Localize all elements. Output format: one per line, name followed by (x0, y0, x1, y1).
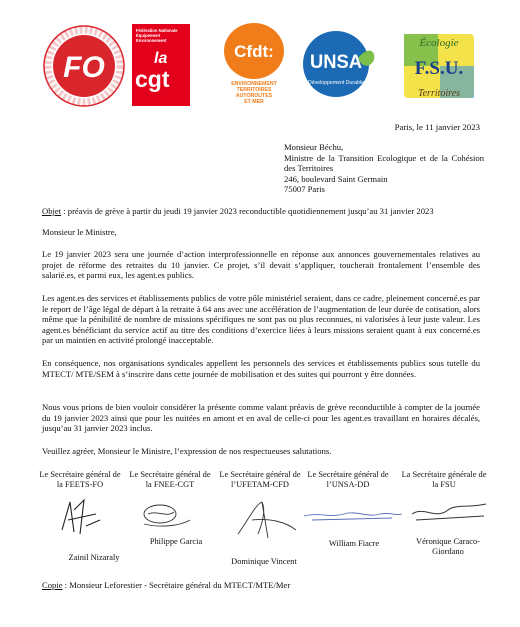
signatory-name-5: Véronique Caraco-Giordano (416, 537, 480, 557)
salutation: Monsieur le Ministre, (42, 227, 117, 237)
signature-4 (304, 513, 402, 520)
unsa-logo-text: UNSA (310, 52, 363, 73)
address-line-2: Ministre de la Transition Ecologique et de la Cohésion des Territoires (284, 152, 484, 174)
cfdt-logo (220, 22, 288, 112)
cgt-logo (132, 24, 190, 106)
signatory-title-4: Le Secrétaire général de l’UNSA-DD (307, 470, 389, 490)
copie-text: : Monsieur Leforestier - Secrétaire général du MTECT/MTE/Mer (62, 580, 291, 590)
unsa-logo (300, 28, 378, 104)
closing-line: Veuillez agréer, Monsieur le Ministre, l’expression de nos respectueuses salutations. (42, 446, 332, 456)
copie-line (42, 580, 480, 591)
objet-label: Objet (42, 206, 62, 216)
paragraph-1: Le 19 janvier 2023 sera une journée d’action interprofessionnelle en réponse aux annonces gouvernementales relatives au projet de réforme des retraites du 10 janvier. Ce projet, s’il devait s’appliquer, toucherait frontalement l’ensemble des salarié.es, et parmi eux, les agent.es publics. (42, 249, 480, 281)
cgt-logo-top: Fédération Nationale Équipement Environnement (136, 28, 178, 43)
fsu-logo-text: F.S.U. (414, 58, 464, 79)
fo-logo (42, 24, 126, 108)
fsu-logo-top: Écologie (419, 37, 459, 49)
letter-date: Paris, le 11 janvier 2023 (394, 122, 480, 132)
copie-label: Copie (42, 580, 63, 590)
fsu-logo-bottom: Territoires (417, 88, 461, 99)
objet-line (42, 206, 480, 217)
signatory-title-5: La Secrétaire générale de la FSU (401, 470, 487, 490)
unsa-logo-sub: Développement Durable (308, 80, 364, 86)
address-line-1: Monsieur Béchu, (284, 142, 344, 152)
paragraph-2: Les agent.es des services et établissements publics de votre pôle ministériel seraient, dans ce cadre, pleinement concerné.es par le report de l’âge légal de départ à la retraite à 64 ans avec une accélération de l’augmentation de leur durée de cotisation, alors même que la pénibilité de nombre de missions spécifiques ne sont pas ou plus reconnues, ni valorisées à leur juste valeur. Les agent.es bénéficiant du service actif au titre des conditions d’exercice liées à leurs missions seraient quant à eux concerné.es par un maintien en activité prolongé inacceptable. (42, 293, 480, 346)
fsu-logo (396, 26, 482, 106)
cfdt-sub-1: ENVIRONNEMENT (231, 81, 277, 87)
cfdt-sub-3: AUTOROUTES (235, 93, 273, 99)
fo-logo-text: FO (63, 51, 105, 84)
address-line-3: 246, boulevard Saint Germain (284, 173, 388, 184)
signatory-name-1: Zainil Nizaraly (68, 553, 120, 562)
signature-1 (62, 500, 100, 534)
signature-5 (412, 504, 486, 520)
signature-2 (144, 505, 190, 526)
signatory-name-3: Dominique Vincent (231, 557, 297, 566)
cgt-logo-cgt: cgt (135, 66, 170, 92)
address-line-4: 75007 Paris (284, 184, 325, 195)
logo-strip (0, 22, 520, 112)
paragraph-3: En conséquence, nos organisations syndicales appellent les personnels des services et établissements publics sous tutelle du MTECT/ MTE/SEM à s’inscrire dans cette journée de mobilisation et des suites qui pourront y être données. (42, 358, 480, 379)
objet-text: : préavis de grève à partir du jeudi 19 janvier 2023 reconductible quotidiennement jusqu’au 31 janvier 2023 (61, 206, 434, 216)
cfdt-logo-text: Cfdt: (234, 42, 274, 61)
paragraph-4: Nous vous prions de bien vouloir considérer la présente comme valant préavis de grève reconductible à compter de la journée du 19 janvier 2023 ainsi que pour les nuitées en amont et en aval de celle-ci pour les agent.es travaillant en horaires décalés, jusqu’au 31 janvier 2023 inclus. (42, 402, 480, 434)
recipient-address (284, 142, 484, 195)
signatory-name-4: William Fiacre (328, 539, 380, 548)
cgt-logo-la: la (154, 50, 168, 67)
signatory-title-2: Le Secrétaire général de la FNEE-CGT (129, 470, 211, 490)
signature-3 (238, 502, 296, 538)
signatory-title-1: Le Secrétaire général de la FEETS-FO (39, 470, 121, 490)
signatory-title-3: Le Secrétaire général de l’UFETAM-CFD (219, 470, 301, 490)
cfdt-sub-4: ET MER (244, 99, 264, 105)
signatory-name-2: Philippe Garcia (149, 537, 203, 546)
cfdt-sub-2: TERRITOIRES (236, 87, 272, 93)
